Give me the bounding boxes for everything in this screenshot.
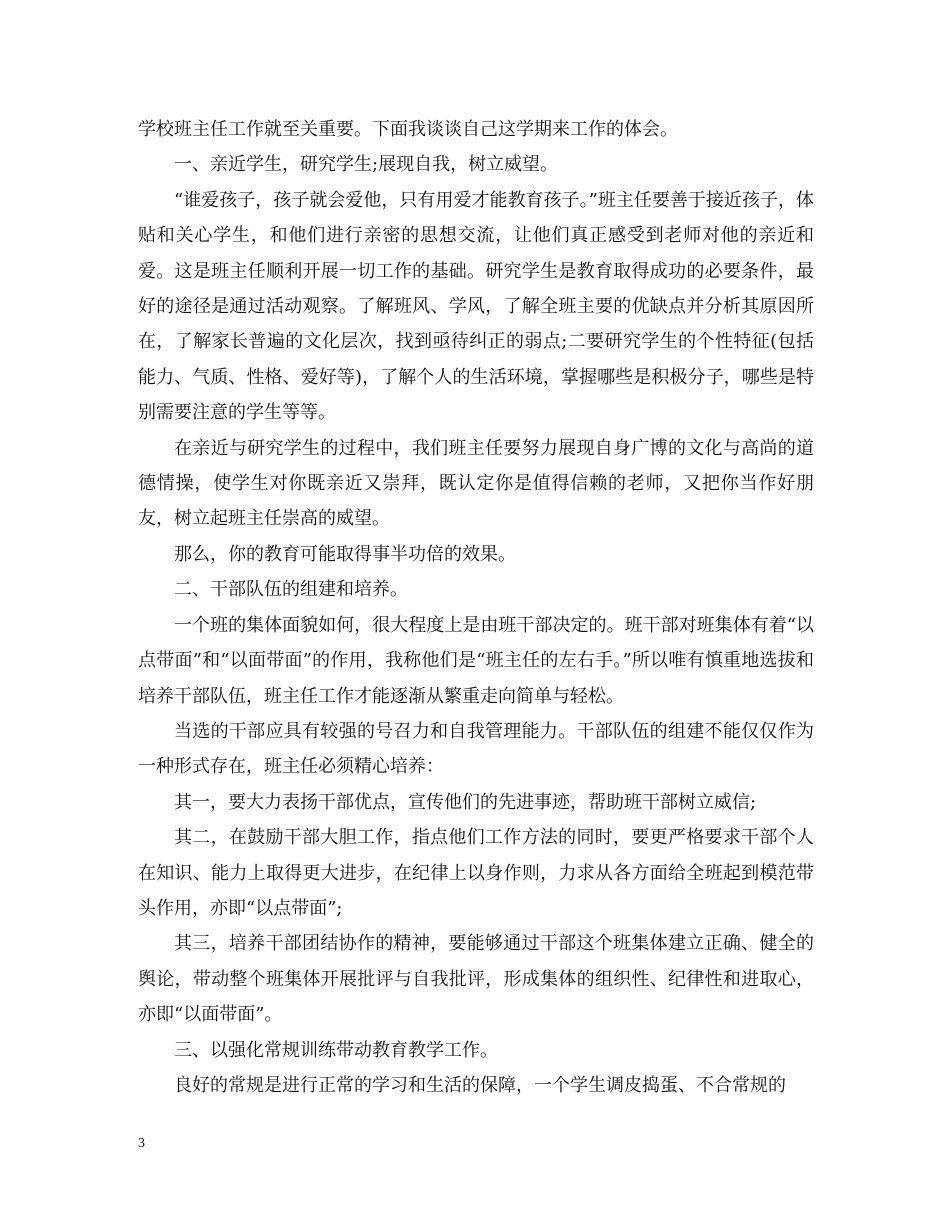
section-heading: 一、亲近学生，研究学生;展现自我，树立威望。	[174, 154, 559, 176]
page-number: 3	[138, 1136, 145, 1151]
paragraph: 良好的常规是进行正常的学习和生活的保障，一个学生调皮捣蛋、不合常规的	[174, 1074, 786, 1096]
paragraph: 一个班的集体面貌如何，很大程度上是由班干部决定的。班干部对班集体有着“以点带面”和“以面带面”的作用，我称他们是“班主任的左右手。”所以唯有慎重地选拔和培养干部队伍，班主任工作才能逐渐从繁重走向简单与轻松。	[138, 614, 814, 707]
section-heading: 三、以强化常规训练带动教育教学工作。	[174, 1039, 498, 1061]
paragraph: 其二，在鼓励干部大胆工作，指点他们工作方法的同时，要更严格要求干部个人在知识、能力上取得更大进步，在纪律上以身作则，力求从各方面给全班起到模范带头作用，亦即“以点带面”;	[138, 827, 814, 919]
document-body	[138, 112, 814, 1103]
paragraph: “谁爱孩子，孩子就会爱他，只有用爱才能教育孩子。”班主任要善于接近孩子，体贴和关心学生，和他们进行亲密的思想交流，让他们真正感受到老师对他的亲近和爱。这是班主任顺利开展一切工作的基础。研究学生是教育取得成功的必要条件，最好的途径是通过活动观察。了解班风、学风，了解全班主要的优缺点并分析其原因所在，了解家长普遍的文化层次，找到亟待纠正的弱点;二要研究学生的个性特征(包括能力、气质、性格、爱好等)，了解个人的生活环境，掌握哪些是积极分子，哪些是特别需要注意的学生等等。	[138, 189, 814, 424]
paragraph: 其一，要大力表扬干部优点，宣传他们的先进事迹，帮助班干部树立威信;	[174, 791, 757, 813]
paragraph: 学校班主任工作就至关重要。下面我谈谈自己这学期来工作的体会。	[138, 119, 678, 140]
paragraph: 在亲近与研究学生的过程中，我们班主任要努力展现自身广博的文化与高尚的道德情操，使学生对你既亲近又崇拜，既认定你是值得信赖的老师，又把你当作好朋友，树立起班主任崇高的威望。	[138, 437, 814, 530]
paragraph: 当选的干部应具有较强的号召力和自我管理能力。干部队伍的组建不能仅仅作为一种形式存在，班主任必须精心培养：	[138, 720, 814, 778]
paragraph: 其三，培养干部团结协作的精神，要能够通过干部这个班集体建立正确、健全的舆论，带动整个班集体开展批评与自我批评，形成集体的组织性、纪律性和进取心，亦即“以面带面”。	[138, 933, 814, 1026]
paragraph: 那么，你的教育可能取得事半功倍的效果。	[174, 543, 516, 565]
section-heading: 二、干部队伍的组建和培养。	[174, 579, 408, 601]
